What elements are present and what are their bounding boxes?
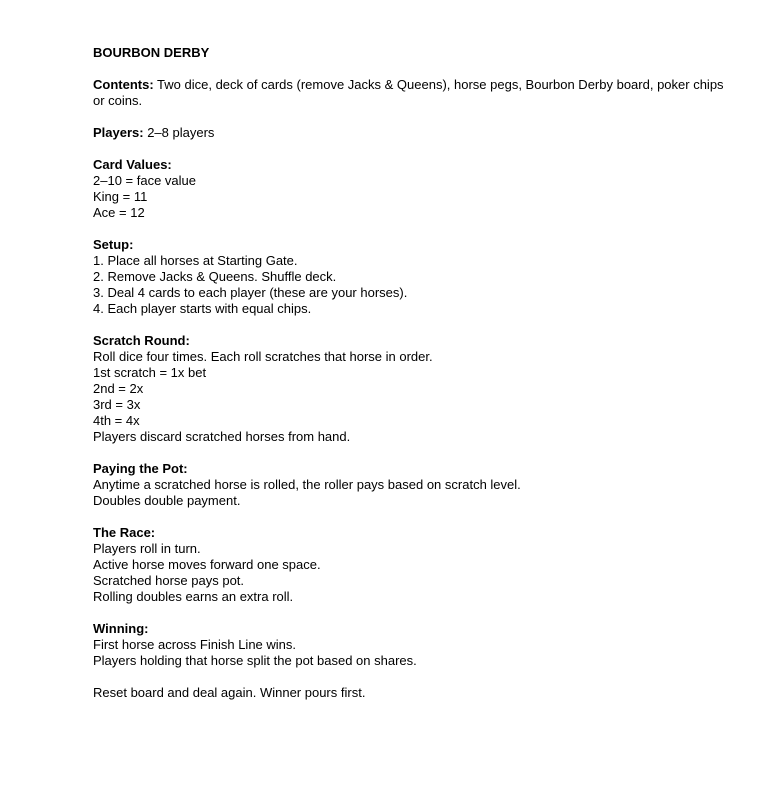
scratch-round-line: Roll dice four times. Each roll scratches that horse in order. (93, 349, 433, 364)
paying-pot-line: Anytime a scratched horse is rolled, the roller pays based on scratch level. (93, 477, 521, 492)
players-label: Players: (93, 125, 144, 140)
paying-pot-section (93, 461, 733, 509)
setup-section (93, 237, 733, 317)
closing-line: Reset board and deal again. Winner pours first. (93, 685, 366, 700)
winning-heading: Winning: (93, 621, 149, 636)
document-body (93, 45, 733, 701)
players-section (93, 125, 733, 141)
race-heading: The Race: (93, 525, 156, 540)
setup-step: 3. Deal 4 cards to each player (these are your horses). (93, 285, 408, 300)
setup-step: 2. Remove Jacks & Queens. Shuffle deck. (93, 269, 337, 284)
race-line: Active horse moves forward one space. (93, 557, 321, 572)
scratch-round-section (93, 333, 733, 445)
card-values-line: King = 11 (93, 189, 148, 204)
contents-section (93, 77, 733, 109)
card-values-heading: Card Values: (93, 157, 172, 172)
winning-line: Players holding that horse split the pot based on shares. (93, 653, 417, 668)
contents-label: Contents: (93, 77, 154, 92)
race-line: Scratched horse pays pot. (93, 573, 245, 588)
setup-step: 1. Place all horses at Starting Gate. (93, 253, 298, 268)
scratch-round-line: Players discard scratched horses from hand. (93, 429, 351, 444)
scratch-round-heading: Scratch Round: (93, 333, 190, 348)
card-values-line: 2–10 = face value (93, 173, 196, 188)
card-values-section (93, 157, 733, 221)
contents-text: Two dice, deck of cards (remove Jacks & Queens), horse pegs, Bourbon Derby board, poker chips or coins. (93, 77, 724, 108)
card-values-line: Ace = 12 (93, 205, 145, 220)
document-title: BOURBON DERBY (93, 45, 210, 60)
race-line: Rolling doubles earns an extra roll. (93, 589, 294, 604)
scratch-round-line: 1st scratch = 1x bet (93, 365, 207, 380)
race-line: Players roll in turn. (93, 541, 201, 556)
scratch-round-line: 2nd = 2x (93, 381, 144, 396)
paying-pot-heading: Paying the Pot: (93, 461, 188, 476)
race-section (93, 525, 733, 605)
players-text: 2–8 players (143, 125, 215, 140)
winning-section (93, 621, 733, 669)
setup-heading: Setup: (93, 237, 134, 252)
paying-pot-line: Doubles double payment. (93, 493, 241, 508)
winning-line: First horse across Finish Line wins. (93, 637, 297, 652)
setup-step: 4. Each player starts with equal chips. (93, 301, 312, 316)
scratch-round-line: 4th = 4x (93, 413, 140, 428)
scratch-round-line: 3rd = 3x (93, 397, 141, 412)
